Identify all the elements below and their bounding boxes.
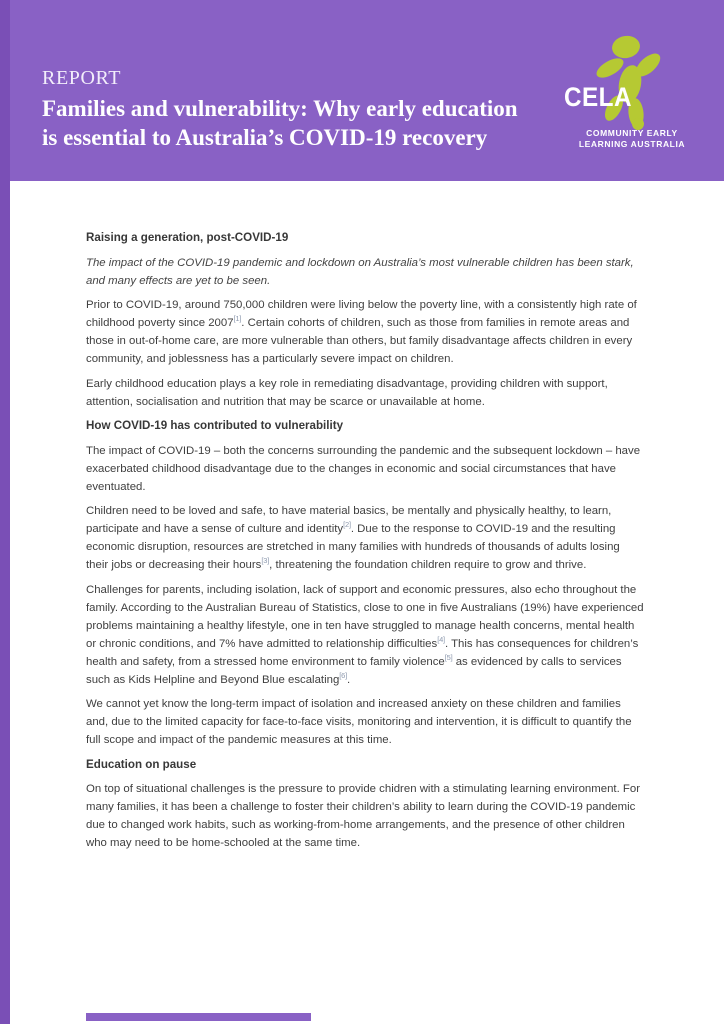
footnote-ref: [3] [261,556,270,566]
left-accent-stripe [0,0,10,1024]
masthead-text [42,66,518,152]
footer-accent-bar [86,1013,311,1021]
paragraph: The impact of the COVID-19 pandemic and lockdown on Australia’s most vulnerable children has been stark, and many effects are yet to be seen. [86,256,634,287]
cela-logo [556,34,708,154]
report-title-line1: Families and vulnerability: Why early education [42,96,518,121]
section-heading: Raising a generation, post-COVID-19 [86,231,289,244]
section-heading: How COVID-19 has contributed to vulnerability [86,419,344,432]
paragraph: We cannot yet know the long-term impact of isolation and increased anxiety on these children and families and, due to the limited capacity for face-to-face visits, monitoring and intervention, it is difficult to quantify the full scope and impact of the pandemic measures at this time. [86,698,632,746]
paragraph: Challenges for parents, including isolation, lack of support and economic pressures, also echo throughout the family. According to the Australian Bureau of Statistics, close to one in five Australians (19%) have experienced problems maintaining a healthy lifestyle, one in ten have struggled to manage health concerns, mental health or chronic conditions, and 7% have admitted to relationship difficulties[4]. This has consequences for children’s health and safety, from a stressed home environment to family violence[5] as evidenced by calls to services such as Kids Helpline and Beyond Blue escalating[6]. [86,583,644,686]
footnote-ref: [4] [437,634,445,644]
paragraph: Prior to COVID-19, around 750,000 children were living below the poverty line, with a consistently high rate of childhood poverty since 2007[1]. Certain cohorts of children, such as those from families in remote areas and those in out-of-home care, are more vulnerable than others, but family disadvantage affects children in every community, and joblessness has a particularly severe impact on children. [86,299,637,365]
paragraph: The impact of COVID-19 – both the concerns surrounding the pandemic and the subsequent lockdown – have exacerbated childhood disadvantage due to the changes in economic and social circumstances that have eventuated. [86,444,641,493]
footnote-ref: [2] [343,520,351,530]
cela-tagline-line2: LEARNING AUSTRALIA [578,138,686,149]
footnote-ref: [6] [339,670,348,680]
footnote-ref: [1] [233,314,242,324]
report-masthead [0,0,724,181]
paragraph: Children need to be loved and safe, to have material basics, be mentally and physically healthy, to learn, participate and have a sense of culture and identity[2]. Due to the response to COVID-19 and the resulting economic disruption, resources are stretched in many families with hundreds of thousands of adults losing their jobs or decreasing their hours[3], threatening the foundation children require to grow and thrive. [86,505,620,571]
cela-tagline-line1: COMMUNITY EARLY [586,128,678,138]
cela-wordmark: CELA [564,82,632,112]
section-heading: Education on pause [86,757,197,771]
report-title [42,95,518,152]
article-body [86,229,644,859]
cela-tagline [556,128,708,149]
report-title-line2: is essential to Australia’s COVID-19 recovery [42,124,488,150]
paragraph: Early childhood education plays a key role in remediating disadvantage, providing children with support, attention, socialisation and nutrition that may be scarce or unavailable at home. [86,377,608,408]
footnote-ref: [5] [444,652,453,662]
paragraph: On top of situational challenges is the pressure to provide chidren with a stimulating learning environment. For many families, it has been a challenge to foster their children’s ability to learn during the COVID-19 pandemic due to changed work habits, such as working-from-home arrangements, and the presence of other children who may need to be home-schooled at the same time. [86,783,641,849]
report-kicker: REPORT [42,67,122,89]
